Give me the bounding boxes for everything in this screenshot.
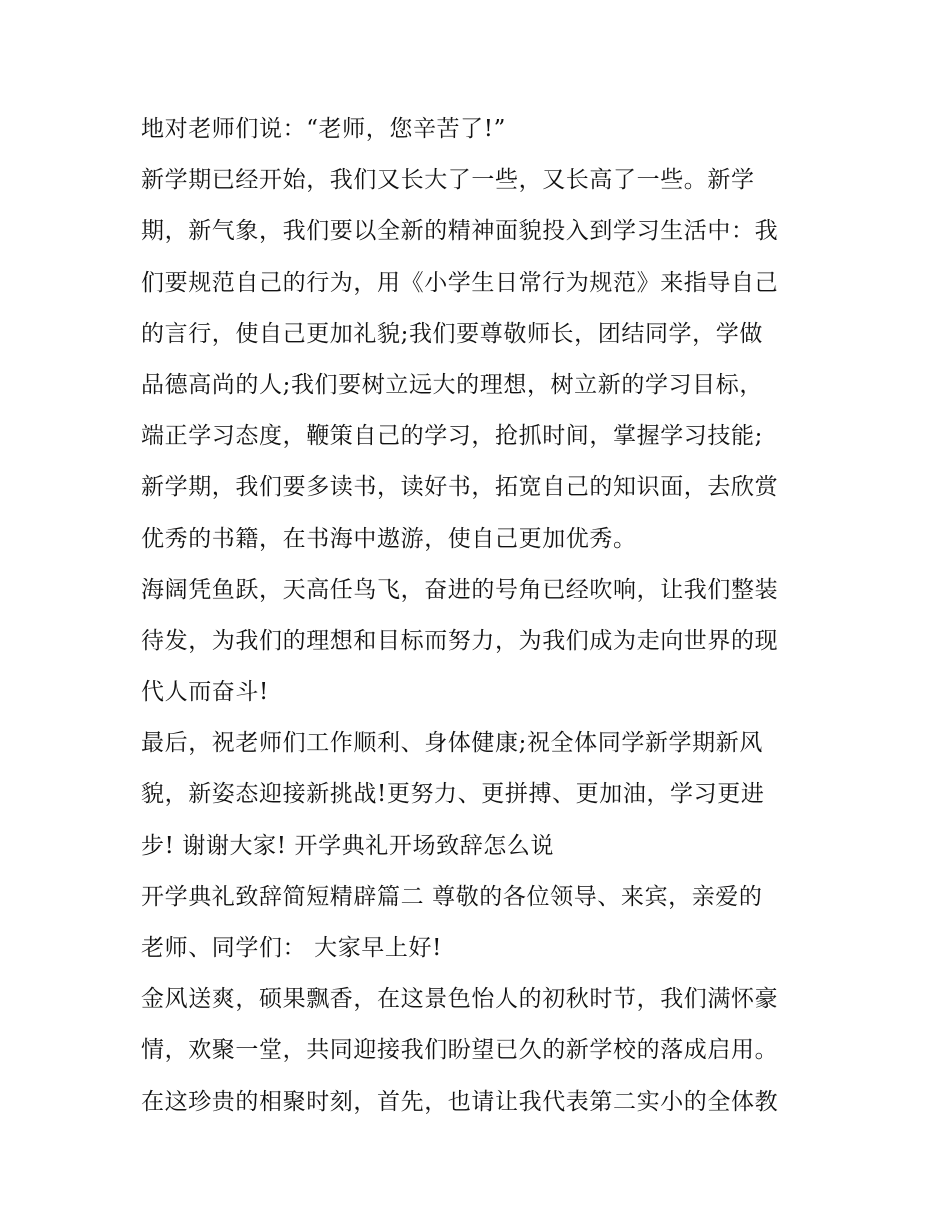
text-line: 新学期已经开始，我们又长大了一些，又长高了一些。新学	[141, 167, 755, 194]
text-line: 老师、同学们： 大家早上好!	[141, 935, 442, 961]
text-line: 开学典礼致辞简短精辟篇二 尊敬的各位领导、来宾，亲爱的	[141, 883, 763, 910]
text-line: 地对老师们说：“老师，您辛苦了!”	[141, 116, 506, 142]
body-text	[141, 104, 841, 1128]
text-line: 代人而奋斗!	[141, 679, 269, 706]
text-line: 新学期，我们要多读书，读好书，拓宽自己的知识面，去欣赏	[141, 474, 779, 501]
text-line: 情，欢聚一堂，共同迎接我们盼望已久的新学校的落成启用。	[141, 1037, 779, 1064]
text-line: 期，新气象，我们要以全新的精神面貌投入到学习生活中：我	[141, 218, 779, 245]
text-line: 貌，新姿态迎接新挑战!更努力、更拼搏、更加油，学习更进	[141, 781, 765, 808]
text-line: 金风送爽，硕果飘香，在这景色怡人的初秋时节，我们满怀豪	[141, 986, 779, 1013]
text-line: 端正学习态度，鞭策自己的学习，抢抓时间，掌握学习技能;	[141, 423, 763, 450]
text-line: 待发，为我们的理想和目标而努力，为我们成为走向世界的现	[141, 627, 779, 654]
text-line: 步! 谢谢大家! 开学典礼开场致辞怎么说	[141, 832, 555, 859]
text-line: 品德高尚的人;我们要树立远大的理想，树立新的学习目标，	[141, 371, 763, 398]
text-line: 海阔凭鱼跃，天高任鸟飞，奋进的号角已经吹响，让我们整装	[141, 576, 779, 603]
text-line: 最后，祝老师们工作顺利、身体健康;祝全体同学新学期新风	[141, 730, 763, 757]
text-line: 们要规范自己的行为，用《小学生日常行为规范》来指导自己	[141, 269, 779, 296]
text-line: 在这珍贵的相聚时刻，首先，也请让我代表第二实小的全体教	[141, 1088, 779, 1115]
text-line: 的言行，使自己更加礼貌;我们要尊敬师长，团结同学，学做	[141, 320, 763, 347]
text-line: 优秀的书籍，在书海中遨游，使自己更加优秀。	[141, 525, 637, 552]
